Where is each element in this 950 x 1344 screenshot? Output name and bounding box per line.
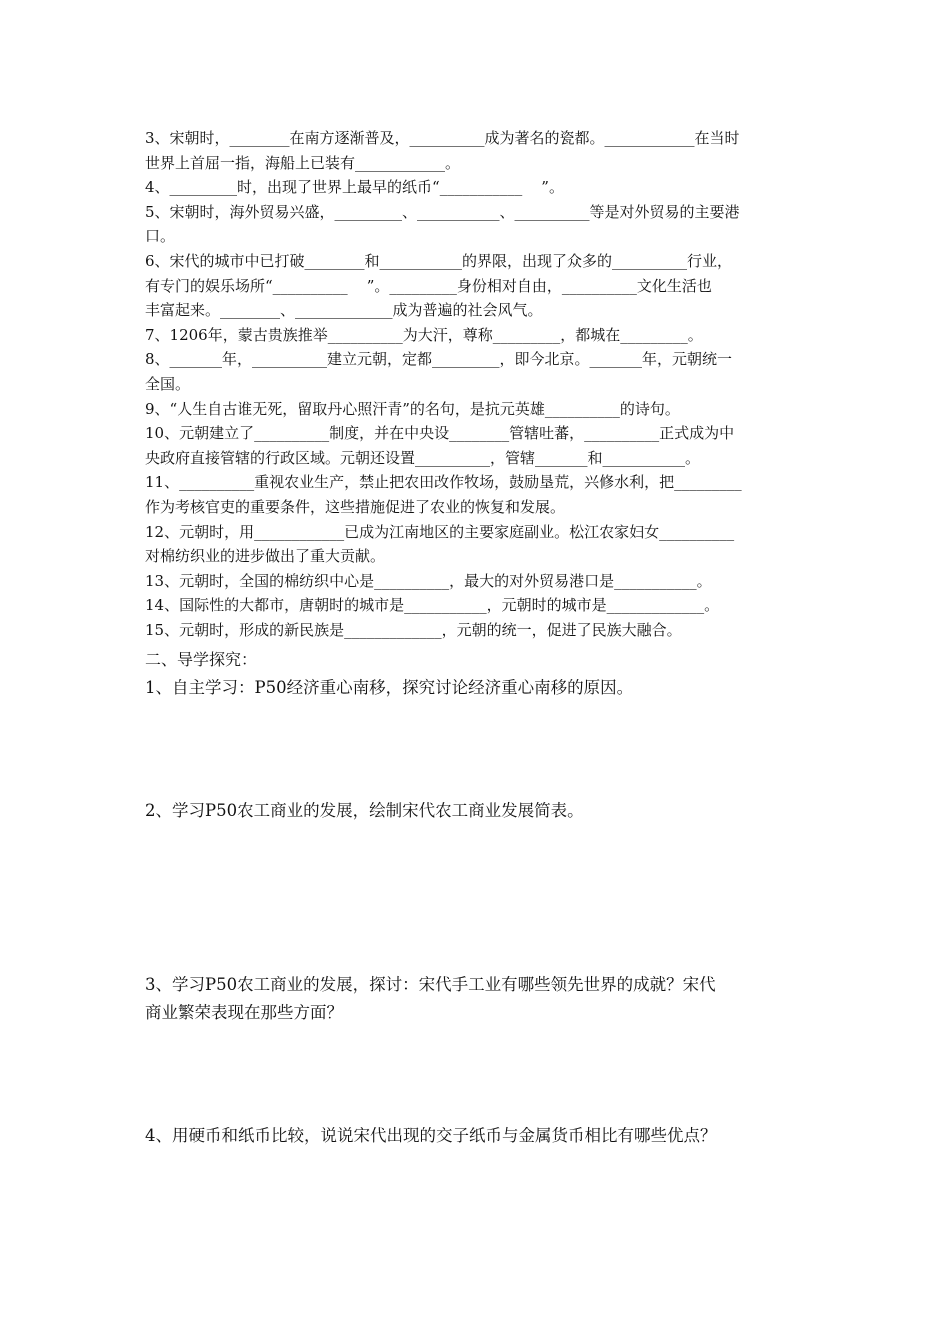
fill-in-item-8 [145,347,810,396]
item-7-line-1: 7、1206年，蒙古贵族推举__________为大汗，尊称_________，都城在_________。 [145,325,703,344]
fill-in-item-5 [145,200,810,249]
fill-in-item-13 [145,569,810,594]
item-10-line-2: 央政府直接管辖的行政区域。元朝还设置__________，管辖_______和___________。 [145,448,701,467]
fill-in-item-7 [145,323,810,348]
item-4-line-1: 4、_________时，出现了世界上最早的纸币“___________ ”。 [145,178,564,197]
fill-in-item-6 [145,249,810,323]
item-6-line-1: 6、宋代的城市中已打破________和___________的界限，出现了众多的__________行业， [145,251,733,270]
item-10-line-1: 10、元朝建立了__________制度，并在中央设________管辖吐蕃，__________正式成为中 [145,424,735,443]
question-3-line-1: 3、学习P50农工商业的发展，探讨：宋代手工业有哪些领先世界的成就？宋代 [145,975,716,994]
item-8-line-2: 全国。 [145,374,191,393]
fill-in-item-11 [145,470,810,519]
question-2-line-1: 2、学习P50农工商业的发展，绘制宋代农工商业发展简表。 [145,801,584,820]
inquiry-question-3 [145,971,815,1027]
section-heading-guided-inquiry: 二、导学探究： [145,650,258,669]
item-12-line-1: 12、元朝时，用____________已成为江南地区的主要家庭副业。松江农家妇女__________ [145,522,735,541]
fill-in-item-3 [145,126,810,175]
inquiry-question-2 [145,797,815,825]
fill-in-blank-section [145,126,810,642]
item-5-line-1: 5、宋朝时，海外贸易兴盛，_________、___________、__________等是对外贸易的主要港 [145,202,740,221]
fill-in-item-9 [145,397,810,422]
item-3-line-1: 3、宋朝时，________在南方逐渐普及，__________成为著名的瓷都。____________在当时 [145,129,740,147]
question-3-line-2: 商业繁荣表现在那些方面？ [145,1003,343,1022]
inquiry-question-4 [145,1122,815,1150]
fill-in-item-4 [145,175,810,200]
fill-in-item-10 [145,421,810,470]
item-13-line-1: 13、元朝时，全国的棉纺织中心是__________，最大的对外贸易港口是___________。 [145,571,712,590]
fill-in-item-12 [145,520,810,569]
item-9-line-1: 9、“人生自古谁无死，留取丹心照汗青”的名句，是抗元英雄__________的诗句。 [145,399,680,418]
item-8-line-1: 8、_______年，__________建立元朝，定都_________，即今北京。_______年，元朝统一 [145,350,733,369]
item-6-line-3: 丰富起来。________、_____________成为普遍的社会风气。 [145,301,543,320]
fill-in-item-15 [145,618,810,643]
question-1-line-1: 1、自主学习：P50经济重心南移，探究讨论经济重心南移的原因。 [145,678,634,697]
item-11-line-2: 作为考核官吏的重要条件，这些措施促进了农业的恢复和发展。 [145,497,566,516]
item-3-line-2: 世界上首屈一指，海船上已装有____________。 [145,153,461,172]
item-15-line-1: 15、元朝时，形成的新民族是_____________，元朝的统一，促进了民族大融合。 [145,620,682,639]
inquiry-question-1 [145,674,815,702]
fill-in-item-14 [145,593,810,618]
question-4-line-1: 4、用硬币和纸币比较，说说宋代出现的交子纸币与金属货币相比有哪些优点？ [145,1126,717,1145]
item-12-line-2: 对棉纺织业的进步做出了重大贡献。 [145,547,386,566]
item-14-line-1: 14、国际性的大都市，唐朝时的城市是___________，元朝时的城市是_____________。 [145,596,720,615]
item-5-line-2: 口。 [145,227,176,246]
item-11-line-1: 11、__________重视农业生产，禁止把农田改作牧场，鼓励垦荒，兴修水利，把_________ [145,473,742,492]
item-6-line-2: 有专门的娱乐场所“__________ ”。_________身份相对自由，__________文化生活也 [145,276,712,295]
